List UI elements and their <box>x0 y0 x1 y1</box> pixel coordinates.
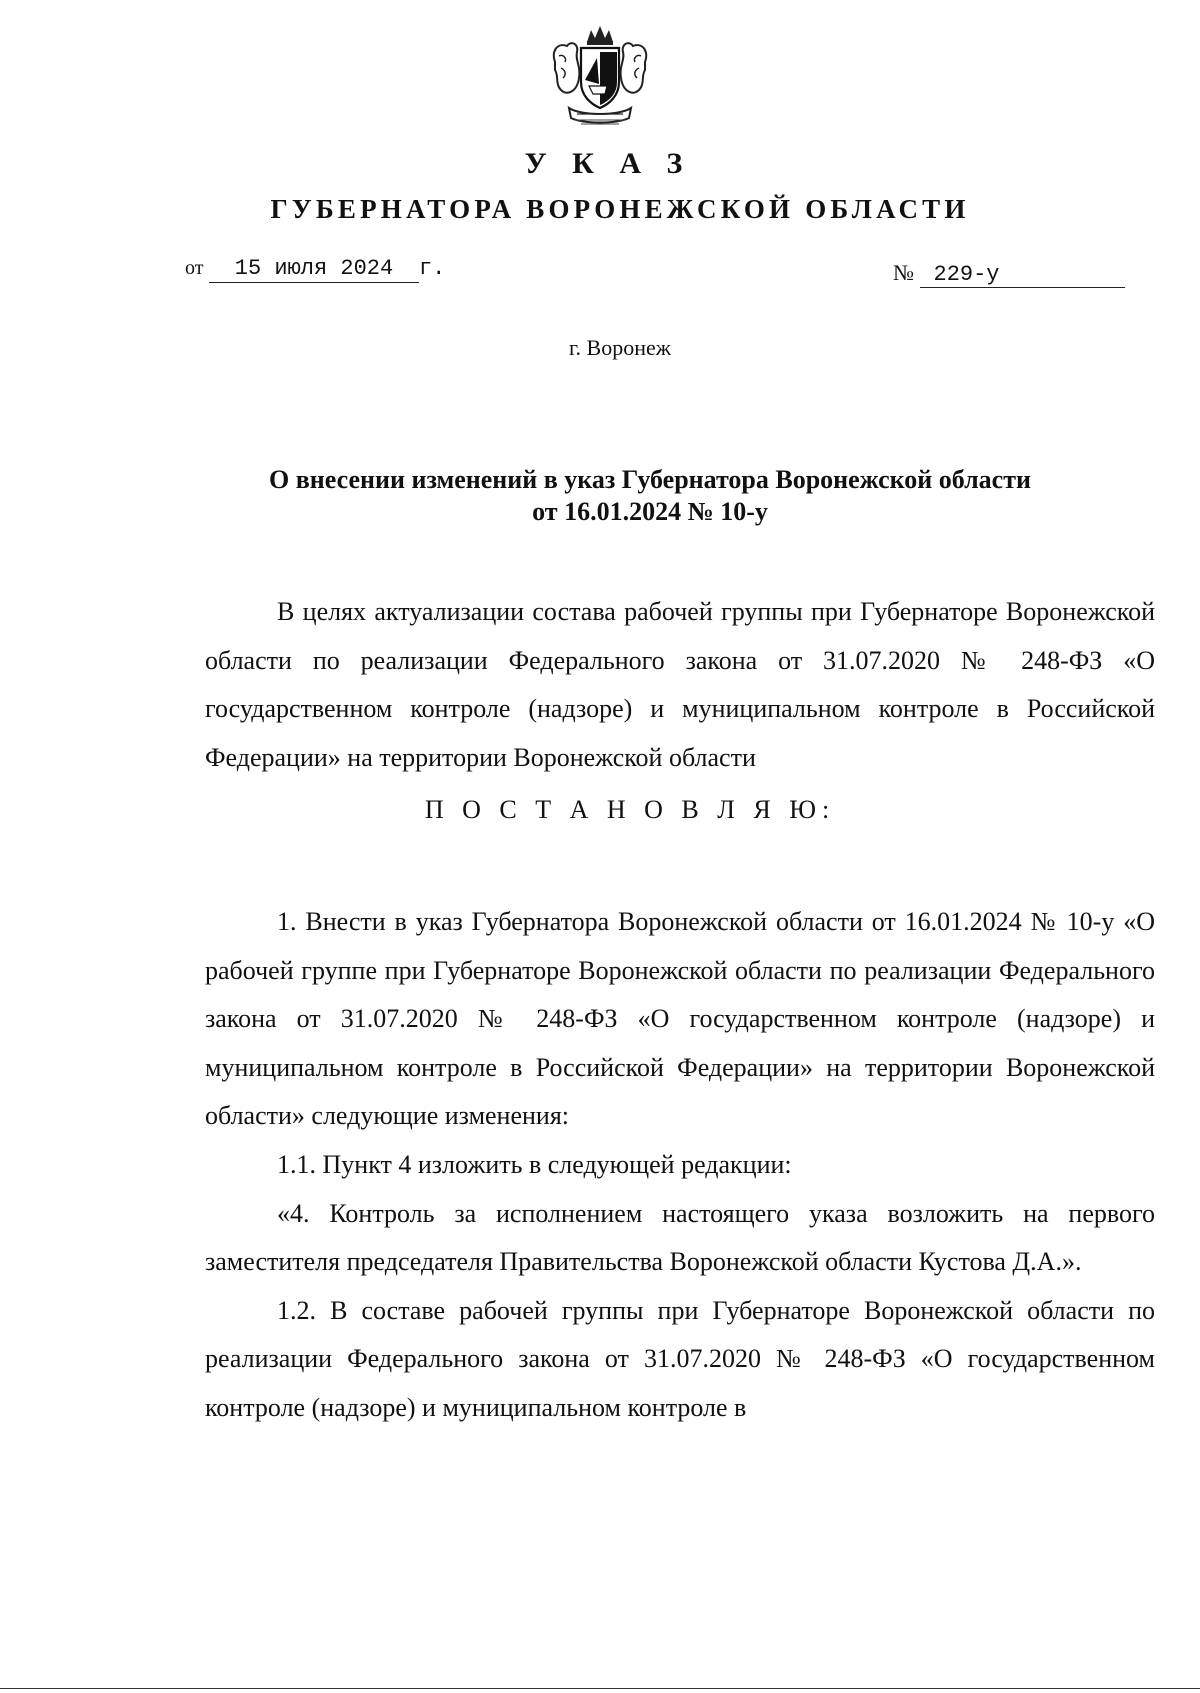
paragraph-1: 1. Внести в указ Губернатора Воронежской области от 16.01.2024 № 10-у «О рабочей группе при Губернаторе Воронежской области по реализации Федерального закона от 31.07.2020 № 248-ФЗ «О государственном контроле (надзоре) и муниципальном контроле в Российской Федерации» на территории Воронежской области» следующие изменения: <box>205 907 1155 1131</box>
decree-title: У К А З <box>524 147 692 180</box>
number-value: 229-у <box>920 263 1125 288</box>
paragraph-1-1: 1.1. Пункт 4 изложить в следующей редакции: <box>277 1149 792 1179</box>
date-value: 15 июля 2024 <box>209 256 419 283</box>
paragraph-1-2: 1.2. В составе рабочей группы при Губернаторе Воронежской области по реализации Федерального закона от 31.07.2020 № 248-ФЗ «О государственном контроле (надзоре) и муниципальном контроле в <box>205 1295 1155 1422</box>
paragraph-1-1-quote: «4. Контроль за исполнением настоящего указа возложить на первого заместителя председателя Правительства Воронежской области Кустова Д.А.». <box>205 1198 1155 1277</box>
city: г. Воронеж <box>569 335 671 360</box>
page-bottom-rule <box>0 1688 1200 1689</box>
coat-of-arms-icon <box>545 22 655 128</box>
decree-subject <box>205 464 1095 528</box>
preamble <box>205 588 1155 782</box>
date-prefix: от <box>185 257 204 279</box>
decree-issuer: ГУБЕРНАТОРА ВОРОНЕЖСКОЙ ОБЛАСТИ <box>270 194 970 224</box>
preamble-text: В целях актуализации состава рабочей группы при Губернаторе Воронежской области по реализации Федерального закона от 31.07.2020 № 248-ФЗ «О государственном контроле (надзоре) и муниципальном контроле в Российской Федерации» на территории Воронежской области <box>205 597 1155 772</box>
decree-body <box>205 898 1155 1433</box>
number-prefix: № <box>893 260 914 285</box>
decree-number <box>893 258 1125 288</box>
subject-line-2: от 16.01.2024 № 10-у <box>532 497 768 526</box>
resolve-heading: П О С Т А Н О В Л Я Ю: <box>424 795 836 824</box>
subject-line-1: О внесении изменений в указ Губернатора Воронежской области <box>269 465 1031 494</box>
decree-date <box>185 252 445 284</box>
date-suffix: г. <box>418 256 446 281</box>
